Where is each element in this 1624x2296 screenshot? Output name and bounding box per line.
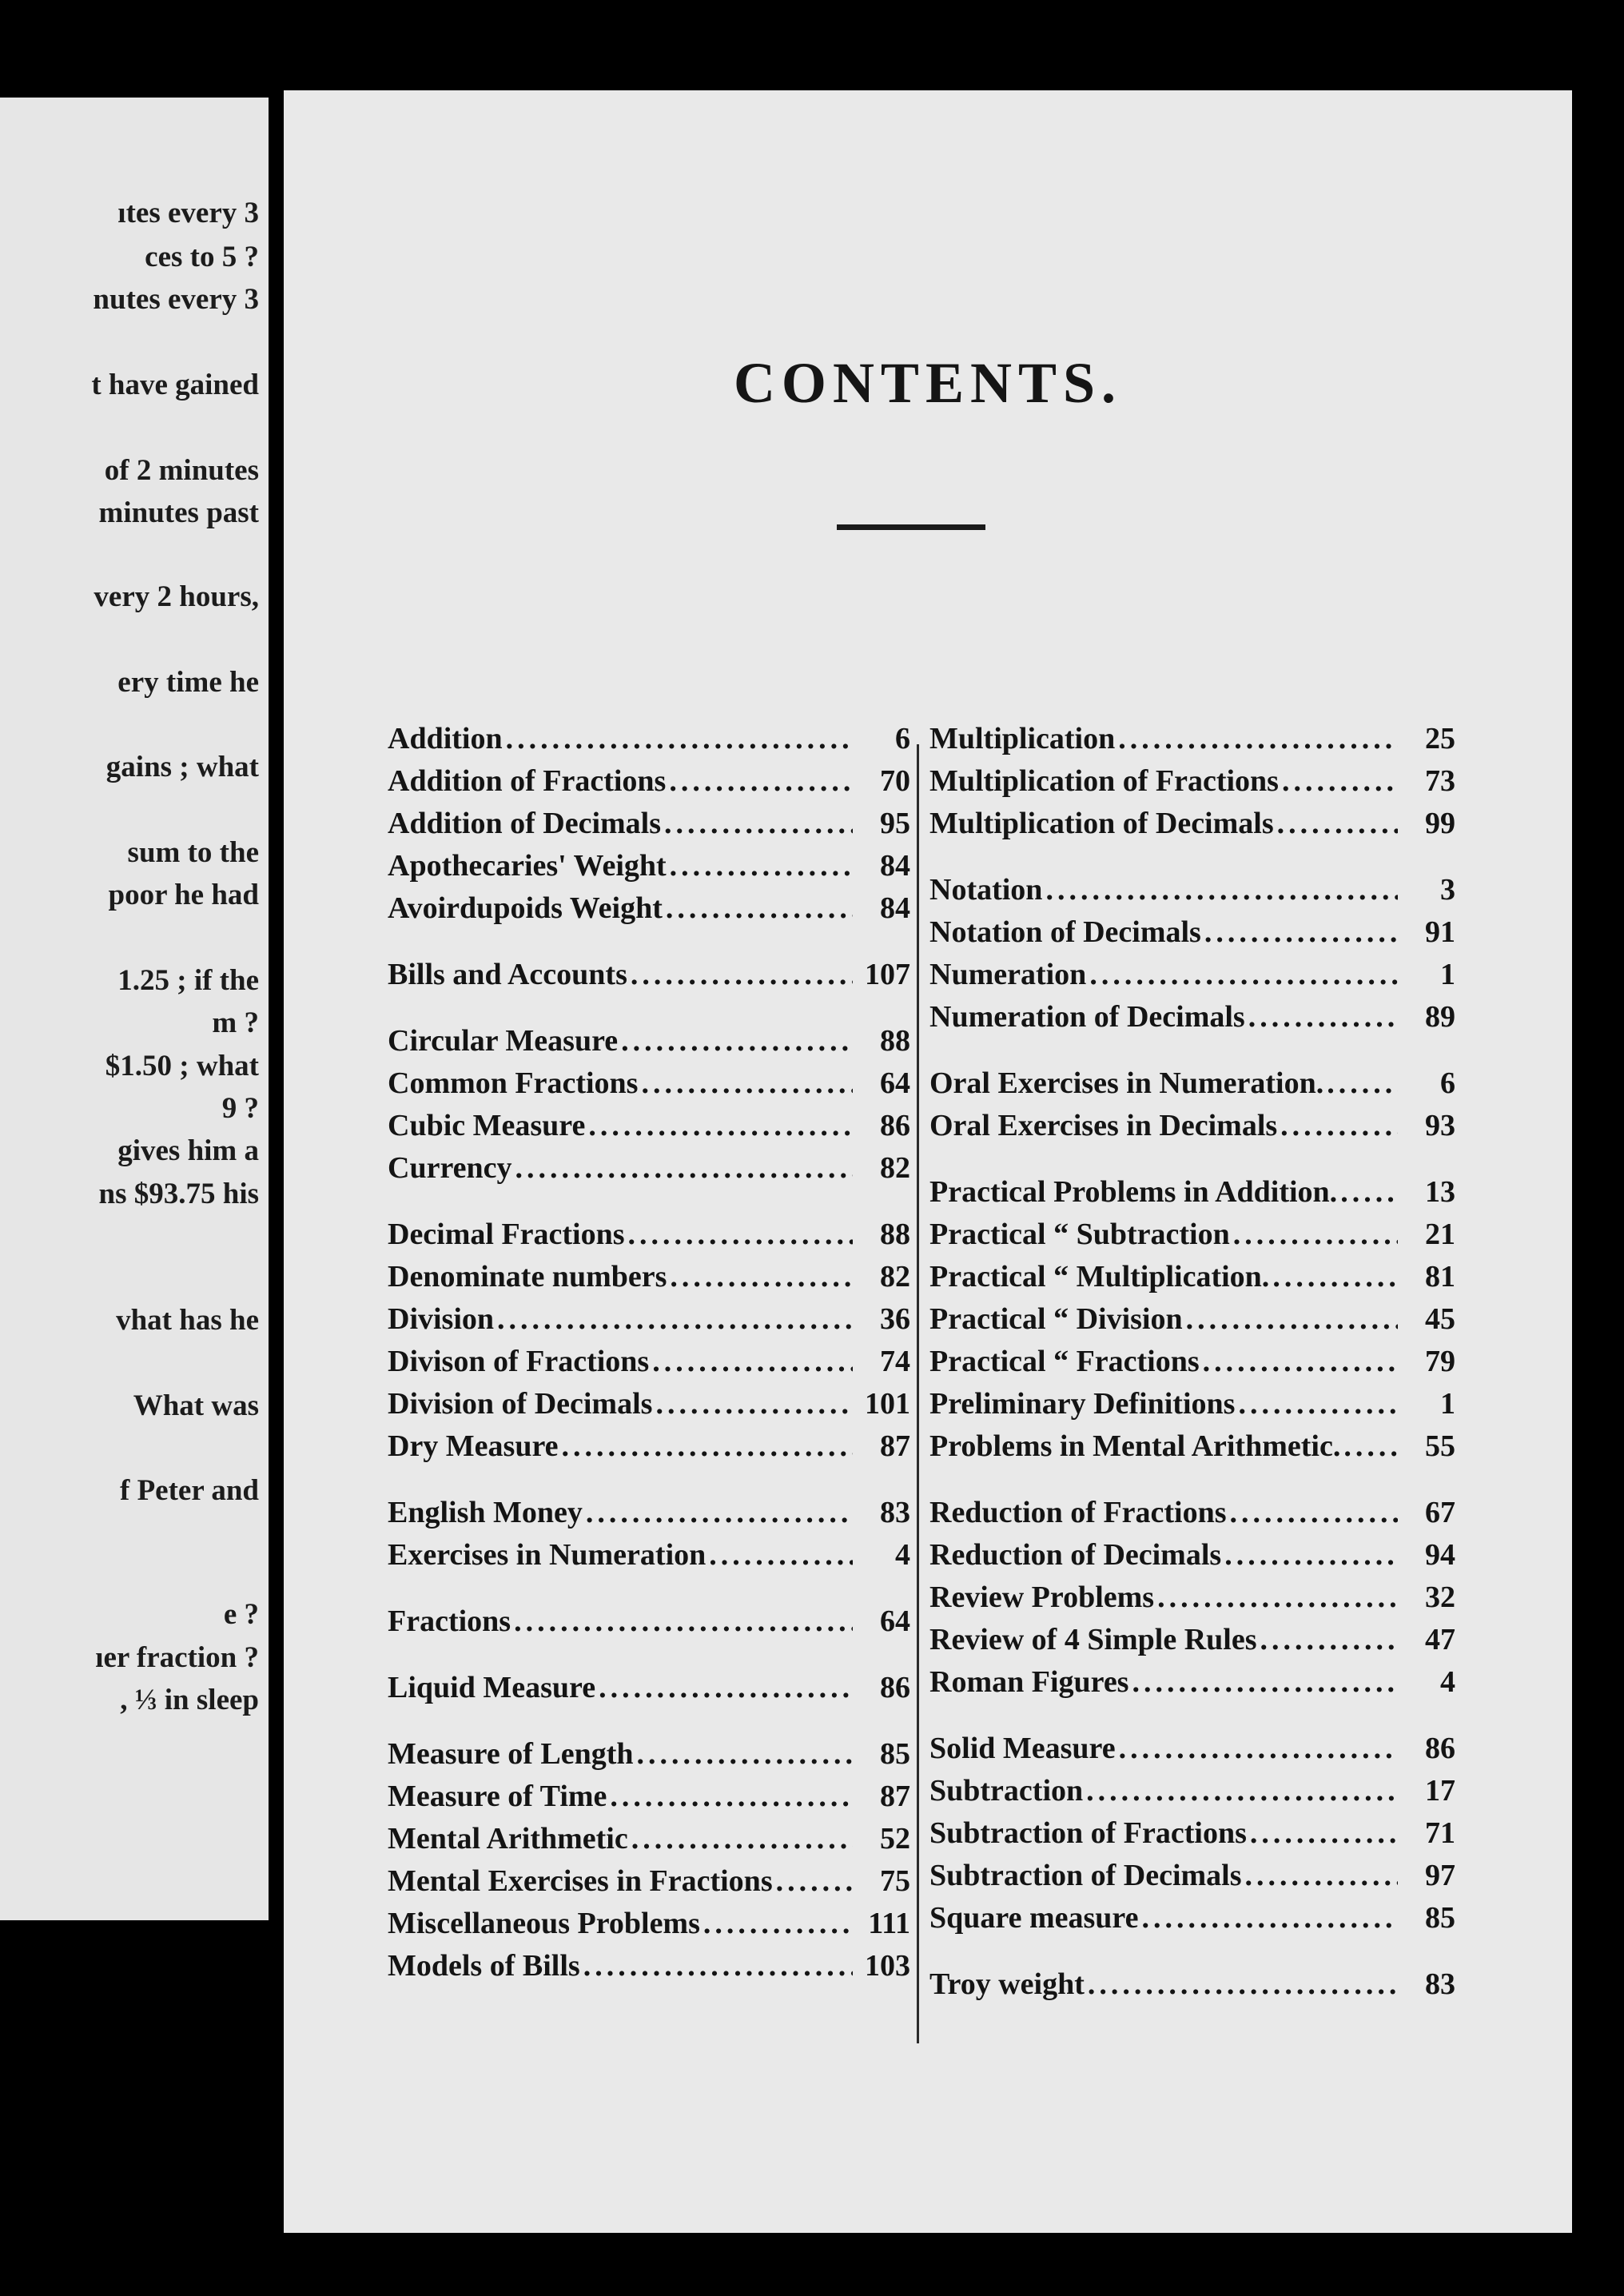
dot-leader	[664, 803, 853, 844]
dot-leader	[1250, 1812, 1398, 1854]
entry-page-number: 1	[1440, 1387, 1455, 1421]
dot-leader	[588, 1105, 853, 1146]
contents-entry	[929, 1492, 1455, 1533]
entry-page-number: 1	[1440, 958, 1455, 991]
contents-entry	[929, 869, 1455, 911]
entry-page-number: 86	[880, 1671, 910, 1704]
entry-label: Divison of Fractions	[388, 1345, 650, 1378]
entry-page-number: 83	[880, 1496, 910, 1529]
entry-label: Practical “ Division	[929, 1302, 1183, 1336]
entry-label: Multiplication of Fractions	[929, 764, 1279, 798]
facing-page-text-line: nutes every 3	[93, 283, 259, 316]
facing-page-text-line: , ⅓ in sleep	[120, 1684, 259, 1716]
dot-leader	[610, 1776, 853, 1817]
contents-entry	[929, 1341, 1455, 1382]
entry-page-number: 64	[880, 1604, 910, 1638]
contents-entry	[929, 1214, 1455, 1255]
entry-page-number: 6	[1440, 1066, 1455, 1100]
dot-leader	[506, 718, 853, 759]
contents-entry	[929, 1855, 1455, 1896]
entry-page-number: 52	[880, 1822, 910, 1856]
title-rule	[837, 524, 985, 530]
contents-entry	[388, 887, 910, 929]
dot-leader	[1277, 803, 1398, 844]
dot-leader	[652, 1341, 853, 1382]
entry-page-number: 87	[880, 1429, 910, 1463]
entry-label: Numeration	[929, 958, 1087, 991]
dot-leader	[670, 1256, 853, 1297]
entry-page-number: 3	[1440, 873, 1455, 907]
dot-leader	[628, 1214, 853, 1255]
contents-entry	[388, 803, 910, 844]
entry-label: Practical “ Fractions	[929, 1345, 1200, 1378]
dot-leader	[1088, 1963, 1398, 2005]
entry-page-number: 94	[1425, 1538, 1455, 1572]
entry-page-number: 73	[1425, 764, 1455, 798]
entry-page-number: 4	[1440, 1665, 1455, 1699]
entry-page-number: 45	[1425, 1302, 1455, 1336]
dot-leader	[670, 845, 853, 887]
dot-leader	[1224, 1534, 1398, 1576]
entry-page-number: 79	[1425, 1345, 1455, 1378]
entry-page-number: 83	[1425, 1967, 1455, 2001]
contents-entry	[929, 1171, 1455, 1213]
facing-page-text-line: ıer fraction ?	[95, 1641, 259, 1674]
entry-page-number: 74	[880, 1345, 910, 1378]
entry-label: Reduction of Decimals	[929, 1538, 1222, 1572]
dot-leader	[1086, 1770, 1398, 1812]
dot-leader	[514, 1600, 853, 1642]
contents-entry	[929, 760, 1455, 802]
entry-page-number: 81	[1425, 1260, 1455, 1293]
entry-label: Models of Bills	[388, 1949, 580, 1983]
contents-entry	[929, 718, 1455, 759]
facing-page-text-line: What was	[133, 1389, 259, 1422]
dot-leader	[1272, 1256, 1398, 1297]
facing-page-text-line: very 2 hours,	[94, 580, 259, 613]
dot-leader	[497, 1298, 853, 1340]
entry-label: Apothecaries' Weight	[388, 849, 667, 883]
entry-page-number: 91	[1425, 915, 1455, 949]
entry-label: Cubic Measure	[388, 1109, 586, 1142]
entry-page-number: 95	[880, 807, 910, 840]
dot-leader	[1132, 1661, 1398, 1703]
contents-entry	[929, 954, 1455, 995]
facing-page-text-line: ces to 5 ?	[145, 241, 259, 273]
entry-page-number: 97	[1425, 1859, 1455, 1892]
entry-label: Reduction of Fractions	[929, 1496, 1227, 1529]
facing-page-text-line: ns $93.75 his	[98, 1178, 259, 1210]
entry-page-number: 13	[1425, 1175, 1455, 1209]
contents-entry	[929, 1534, 1455, 1576]
contents-entry	[388, 1818, 910, 1860]
contents-entry	[929, 1105, 1455, 1146]
entry-label: English Money	[388, 1496, 583, 1529]
contents-entry	[388, 1492, 910, 1533]
contents-entry	[388, 845, 910, 887]
entry-page-number: 25	[1425, 722, 1455, 755]
entry-page-number: 71	[1425, 1816, 1455, 1850]
entry-page-number: 88	[880, 1218, 910, 1251]
entry-label: Addition of Decimals	[388, 807, 661, 840]
contents-entry	[929, 803, 1455, 844]
entry-label: Oral Exercises in Decimals	[929, 1109, 1278, 1142]
entry-label: Exercises in Numeration	[388, 1538, 707, 1572]
contents-entry	[929, 1770, 1455, 1812]
facing-page-text-line: minutes past	[98, 496, 259, 529]
entry-page-number: 84	[880, 849, 910, 883]
contents-entry	[388, 1341, 910, 1382]
dot-leader	[1119, 1728, 1398, 1769]
facing-page-text-line: of 2 minutes	[104, 454, 259, 487]
entry-page-number: 6	[895, 722, 910, 755]
page-title: CONTENTS.	[733, 351, 1123, 415]
contents-entry	[929, 1728, 1455, 1769]
entry-label: Fractions	[388, 1604, 511, 1638]
entry-label: Decimal Fractions	[388, 1218, 625, 1251]
facing-page-fragment	[0, 98, 269, 1920]
dot-leader	[641, 1062, 853, 1104]
entry-page-number: 4	[895, 1538, 910, 1572]
dot-leader	[621, 1020, 853, 1062]
entry-page-number: 88	[880, 1024, 910, 1058]
contents-entry	[388, 1776, 910, 1817]
facing-page-text-line: f Peter and	[120, 1474, 259, 1507]
contents-entry	[388, 1860, 910, 1902]
entry-page-number: 86	[880, 1109, 910, 1142]
entry-page-number: 17	[1425, 1774, 1455, 1808]
entry-page-number: 47	[1425, 1623, 1455, 1656]
facing-page-text-line: gains ; what	[105, 751, 259, 783]
entry-page-number: 55	[1425, 1429, 1455, 1463]
entry-page-number: 82	[880, 1151, 910, 1185]
dot-leader	[1230, 1492, 1398, 1533]
dot-leader	[1248, 996, 1398, 1038]
facing-page-text-line: $1.50 ; what	[105, 1050, 259, 1082]
dot-leader	[1203, 1341, 1398, 1382]
contents-entry	[388, 1945, 910, 1987]
entry-label: Review of 4 Simple Rules	[929, 1623, 1257, 1656]
contents-entry	[929, 996, 1455, 1038]
dot-leader	[1245, 1855, 1398, 1896]
facing-page-text-line: poor he had	[108, 879, 259, 911]
dot-leader	[1327, 1062, 1398, 1104]
entry-label: Practical “ Multiplication.	[929, 1260, 1270, 1293]
entry-label: Subtraction of Decimals	[929, 1859, 1242, 1892]
entry-page-number: 107	[865, 958, 910, 991]
dot-leader	[703, 1903, 853, 1944]
entry-page-number: 103	[865, 1949, 910, 1983]
entry-label: Notation of Decimals	[929, 915, 1201, 949]
entry-page-number: 86	[1425, 1732, 1455, 1765]
dot-leader	[1089, 954, 1398, 995]
dot-leader	[599, 1667, 853, 1708]
entry-label: Solid Measure	[929, 1732, 1116, 1765]
entry-page-number: 67	[1425, 1496, 1455, 1529]
dot-leader	[1157, 1577, 1398, 1618]
contents-entry	[388, 1105, 910, 1146]
entry-page-number: 75	[880, 1864, 910, 1898]
entry-label: Dry Measure	[388, 1429, 559, 1463]
entry-label: Common Fractions	[388, 1066, 639, 1100]
contents-entry	[929, 1619, 1455, 1660]
dot-leader	[1204, 911, 1398, 953]
dot-leader	[562, 1425, 853, 1467]
contents-entry	[388, 1903, 910, 1944]
entry-label: Subtraction of Fractions	[929, 1816, 1247, 1850]
facing-page-text-line: gives him a	[117, 1134, 259, 1167]
facing-page-text-line: 9 ?	[221, 1092, 259, 1125]
contents-entry	[388, 1062, 910, 1104]
entry-label: Mental Arithmetic	[388, 1822, 628, 1856]
contents-entry	[388, 1733, 910, 1775]
entry-label: Numeration of Decimals	[929, 1000, 1245, 1034]
entry-page-number: 93	[1425, 1109, 1455, 1142]
entry-page-number: 85	[1425, 1901, 1455, 1935]
contents-entry	[388, 1425, 910, 1467]
entry-page-number: 64	[880, 1066, 910, 1100]
entry-page-number: 99	[1425, 807, 1455, 840]
contents-entry	[929, 1897, 1455, 1939]
entry-label: Multiplication	[929, 722, 1116, 755]
contents-entry	[929, 1298, 1455, 1340]
entry-label: Troy weight	[929, 1967, 1085, 2001]
dot-leader	[1280, 1105, 1398, 1146]
entry-label: Oral Exercises in Numeration.	[929, 1066, 1324, 1100]
entry-label: Currency	[388, 1151, 512, 1185]
dot-leader	[1343, 1425, 1398, 1467]
entry-label: Problems in Mental Arithmetic.	[929, 1429, 1341, 1463]
contents-entry	[929, 1062, 1455, 1104]
facing-page-text-line: vhat has he	[116, 1304, 259, 1337]
entry-label: Measure of Time	[388, 1780, 607, 1813]
contents-entry	[929, 911, 1455, 953]
dot-leader	[1233, 1214, 1398, 1255]
entry-label: Practical “ Subtraction	[929, 1218, 1230, 1251]
contents-entry	[388, 1534, 910, 1576]
facing-page-text-line: sum to the	[127, 836, 259, 869]
column-divider	[917, 744, 919, 2043]
dot-leader	[637, 1733, 854, 1775]
contents-entry	[929, 1812, 1455, 1854]
dot-leader	[776, 1860, 853, 1902]
dot-leader	[666, 887, 853, 929]
contents-entry	[929, 1425, 1455, 1467]
contents-entry	[929, 1256, 1455, 1297]
contents-entry	[388, 718, 910, 759]
entry-page-number: 21	[1425, 1218, 1455, 1251]
entry-label: Bills and Accounts	[388, 958, 627, 991]
dot-leader	[515, 1147, 854, 1189]
dot-leader	[583, 1945, 853, 1987]
entry-label: Notation	[929, 873, 1043, 907]
entry-label: Addition	[388, 722, 503, 755]
entry-label: Denominate numbers	[388, 1260, 667, 1293]
entry-label: Avoirdupoids Weight	[388, 891, 663, 925]
entry-page-number: 36	[880, 1302, 910, 1336]
entry-page-number: 87	[880, 1780, 910, 1813]
entry-label: Circular Measure	[388, 1024, 619, 1058]
entry-label: Square measure	[929, 1901, 1139, 1935]
dot-leader	[655, 1383, 853, 1425]
dot-leader	[1141, 1897, 1398, 1939]
dot-leader	[1282, 760, 1398, 802]
entry-label: Measure of Length	[388, 1737, 634, 1771]
dot-leader	[1260, 1619, 1398, 1660]
contents-entry	[388, 1667, 910, 1708]
entry-page-number: 32	[1425, 1580, 1455, 1614]
dot-leader	[631, 954, 853, 995]
facing-page-text-line: ery time he	[117, 666, 259, 699]
facing-page-text-line: e ?	[223, 1598, 259, 1631]
contents-entry	[929, 1383, 1455, 1425]
contents-page	[284, 90, 1572, 2233]
dot-leader	[709, 1534, 853, 1576]
entry-page-number: 111	[868, 1907, 910, 1940]
entry-label: Review Problems	[929, 1580, 1155, 1614]
facing-page-text-line: t have gained	[91, 369, 259, 401]
contents-entry	[929, 1661, 1455, 1703]
contents-entry	[929, 1963, 1455, 2005]
entry-label: Miscellaneous Problems	[388, 1907, 700, 1940]
entry-label: Division of Decimals	[388, 1387, 653, 1421]
dot-leader	[1340, 1171, 1398, 1213]
contents-entry	[388, 954, 910, 995]
entry-label: Liquid Measure	[388, 1671, 596, 1704]
entry-page-number: 70	[880, 764, 910, 798]
dot-leader	[669, 760, 853, 802]
entry-page-number: 82	[880, 1260, 910, 1293]
contents-entry	[388, 760, 910, 802]
contents-entry	[388, 1383, 910, 1425]
contents-entry	[388, 1600, 910, 1642]
dot-leader	[1186, 1298, 1398, 1340]
entry-label: Division	[388, 1302, 495, 1336]
contents-entry	[929, 1577, 1455, 1618]
entry-page-number: 89	[1425, 1000, 1455, 1034]
contents-entry	[388, 1256, 910, 1297]
entry-label: Roman Figures	[929, 1665, 1129, 1699]
dot-leader	[631, 1818, 853, 1860]
entry-page-number: 101	[865, 1387, 910, 1421]
contents-entry	[388, 1020, 910, 1062]
entry-label: Preliminary Definitions	[929, 1387, 1236, 1421]
entry-page-number: 84	[880, 891, 910, 925]
facing-page-text-line: ıtes every 3	[117, 197, 259, 229]
entry-label: Practical Problems in Addition.	[929, 1175, 1338, 1209]
dot-leader	[1045, 869, 1398, 911]
contents-entry	[388, 1298, 910, 1340]
dot-leader	[1238, 1383, 1398, 1425]
entry-page-number: 85	[880, 1737, 910, 1771]
dot-leader	[586, 1492, 853, 1533]
entry-label: Subtraction	[929, 1774, 1084, 1808]
entry-label: Addition of Fractions	[388, 764, 667, 798]
contents-entry	[388, 1147, 910, 1189]
facing-page-text-line: 1.25 ; if the	[117, 964, 259, 997]
dot-leader	[1118, 718, 1398, 759]
facing-page-text-line: m ?	[212, 1006, 259, 1039]
contents-entry	[388, 1214, 910, 1255]
entry-label: Mental Exercises in Fractions	[388, 1864, 773, 1898]
entry-label: Multiplication of Decimals	[929, 807, 1274, 840]
